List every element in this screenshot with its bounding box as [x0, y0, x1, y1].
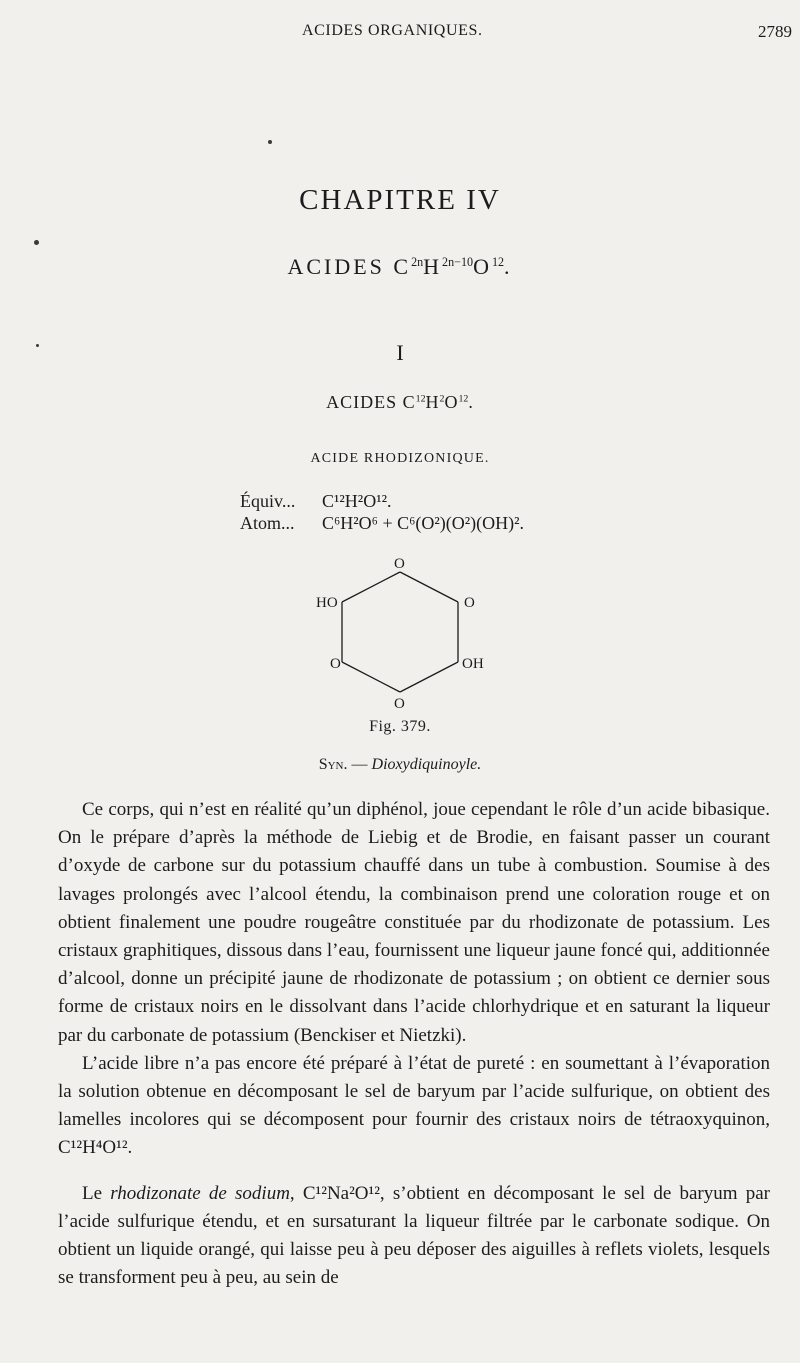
- section-title: ACIDES $C^{2n}H^{2n-10}O^{12}$.: [287, 254, 513, 279]
- page-number: 2789: [758, 22, 792, 41]
- hexagon-ring: [342, 572, 458, 692]
- equiv-formula-row: [240, 491, 392, 512]
- rhodizonic-acid-structure-diagram: [300, 550, 500, 726]
- synonym-value: Dioxydiquinoyle.: [371, 756, 482, 773]
- synonym-label: Syn.: [318, 756, 348, 773]
- running-head-title: ACIDES ORGANIQUES.: [302, 22, 483, 39]
- atom-formula-row: [240, 513, 524, 534]
- synonym-line: Syn. — Dioxydiquinoyle.: [318, 756, 482, 773]
- atom-label-upper-left: HO: [316, 595, 338, 611]
- ring-bond: [400, 572, 458, 602]
- ring-bond: [342, 662, 400, 692]
- body-text: [58, 796, 770, 1292]
- atom-label-lower-right: OH: [462, 656, 484, 672]
- equiv-formula: C¹²H²O¹².: [322, 491, 392, 511]
- atom-label-upper-right: O: [464, 595, 475, 611]
- atom-label-top: O: [394, 556, 405, 572]
- running-head: [0, 22, 800, 46]
- chapter-title: CHAPITRE IV: [299, 184, 501, 216]
- italic-term: rhodizonate de sodium: [110, 1182, 290, 1204]
- print-speck: [34, 240, 39, 245]
- subsection-title: ACIDES $C^{12}H^2O^{12}$.: [326, 392, 474, 412]
- ring-bond: [342, 572, 400, 602]
- paragraph-3: Le rhodizonate de sodium, C¹²Na²O¹², s’obtient en décomposant le sel de baryum par l’acide sulfurique étendu, et en sursaturant la liqueur filtrée par le carbonate sodique. On obtient un liquide orangé, qui laisse peu à peu déposer des aiguilles à reflets violets, lesquels se transforment peu à peu, au sein de: [58, 1182, 770, 1289]
- paragraph-1: Ce corps, qui n’est en réalité qu’un diphénol, joue cependant le rôle d’un acide bibasique. On le prépare d’après la méthode de Liebig et de Brodie, en faisant passer un courant d’oxyde de carbone sur du potassium chauffé dans un tube à combustion. Soumise à des lavages prolongés avec l’alcool étendu, la combinaison prend une coloration rouge et on obtient finalement une poudre rougeâtre constituée par du rhodizonate de potassium. Les cristaux graphitiques, dissous dans l’eau, fournissent une liqueur jaune foncé qui, additionnée d’alcool, donne un précipité jaune de rhodizonate de potassium ; on obtient ce dernier sous forme de cristaux noirs en le dissolvant dans l’acide chlorhydrique et en saturant la liqueur par du carbonate de potassium (Benckiser et Nietzki).: [58, 799, 770, 1046]
- paragraph-2: L’acide libre n’a pas encore été préparé à l’état de pureté : en soumettant à l’évaporation la solution obtenue en décomposant le sel de baryum par l’acide sulfurique, on obtient des lamelles incolores qui se décomposent pour fournir des cristaux noirs de tétraoxyquinon, C¹²H⁴O¹².: [58, 1052, 770, 1159]
- figure-caption: Fig. 379.: [369, 718, 431, 735]
- subsection-number: I: [396, 340, 404, 365]
- atom-label-lower-left: O: [330, 656, 341, 672]
- compound-name: ACIDE RHODIZONIQUE.: [310, 451, 490, 466]
- print-speck: [268, 140, 272, 144]
- equiv-label: Équiv...: [240, 491, 296, 511]
- ring-bond: [400, 662, 458, 692]
- atom-label-bottom: O: [394, 696, 405, 712]
- print-speck: [36, 344, 39, 347]
- atom-label: Atom...: [240, 513, 295, 533]
- atom-formula: C⁶H²O⁶ + C⁶(O²)(O²)(OH)².: [322, 513, 525, 533]
